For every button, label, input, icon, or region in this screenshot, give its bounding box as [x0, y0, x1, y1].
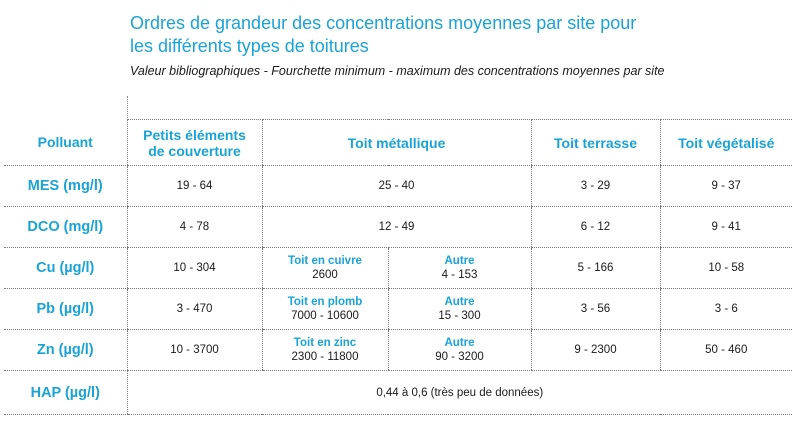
sub-value-toit-zinc: 2300 - 11800	[291, 350, 359, 363]
table-row-pb	[4, 289, 792, 330]
cell-zn-vegetalise: 50 - 460	[660, 330, 792, 371]
sub-label-cu-autre: Autre	[444, 254, 475, 267]
header-petits-line-2: de couverture	[148, 142, 241, 159]
title-line-1: Ordres de grandeur des concentrations moyennes par site pour	[130, 13, 637, 33]
cell-mes-petits: 19 - 64	[127, 166, 262, 207]
sub-label-zn-autre: Autre	[444, 336, 475, 349]
header-row	[4, 120, 792, 166]
table-row-cu	[4, 248, 792, 289]
page-title	[130, 12, 790, 58]
row-label-mes: MES (mg/l)	[4, 166, 127, 207]
cell-cu-autre	[388, 248, 531, 289]
row-label-hap: HAP (µg/l)	[4, 371, 127, 415]
cell-mes-metallique: 25 - 40	[262, 166, 531, 207]
cell-hap-value: 0,44 à 0,6 (très peu de données)	[127, 371, 792, 415]
cell-pb-autre	[388, 289, 531, 330]
cell-mes-vegetalise: 9 - 37	[660, 166, 792, 207]
sub-label-toit-zinc: Toit en zinc	[293, 336, 357, 349]
cell-cu-vegetalise: 10 - 58	[660, 248, 792, 289]
cell-dco-vegetalise: 9 - 41	[660, 207, 792, 248]
cell-dco-metallique: 12 - 49	[262, 207, 531, 248]
header-polluant: Polluant	[4, 120, 127, 166]
row-label-cu: Cu (µg/l)	[4, 248, 127, 289]
title-line-2: les différents types de toitures	[130, 36, 369, 56]
row-label-zn: Zn (µg/l)	[4, 330, 127, 371]
sub-value-toit-plomb: 7000 - 10600	[291, 309, 359, 322]
sub-value-pb-autre: 15 - 300	[438, 309, 481, 322]
dotted-divider	[127, 96, 128, 120]
sub-value-cu-autre: 4 - 153	[441, 268, 478, 281]
cell-pb-terrasse: 3 - 56	[531, 289, 660, 330]
row-label-pb: Pb (µg/l)	[4, 289, 127, 330]
sub-value-toit-cuivre: 2600	[312, 268, 338, 281]
cell-mes-terrasse: 3 - 29	[531, 166, 660, 207]
sub-label-pb-autre: Autre	[444, 295, 475, 308]
cell-pb-vegetalise: 3 - 6	[660, 289, 792, 330]
cell-dco-petits: 4 - 78	[127, 207, 262, 248]
header-petits-line-1: Petits éléments	[143, 126, 246, 143]
sub-label-toit-plomb: Toit en plomb	[287, 295, 363, 308]
table-row-hap	[4, 371, 792, 415]
sub-label-toit-cuivre: Toit en cuivre	[288, 254, 362, 267]
cell-zn-toit-zinc	[262, 330, 388, 371]
row-label-dco: DCO (mg/l)	[4, 207, 127, 248]
concentration-table	[4, 119, 792, 415]
header-toit-metallique: Toit métallique	[262, 120, 531, 166]
header-petits-elements	[127, 120, 262, 166]
cell-pb-petits: 3 - 470	[127, 289, 262, 330]
cell-pb-toit-plomb	[262, 289, 388, 330]
cell-cu-petits: 10 - 304	[127, 248, 262, 289]
cell-zn-autre	[388, 330, 531, 371]
table-row-mes	[4, 166, 792, 207]
cell-zn-terrasse: 9 - 2300	[531, 330, 660, 371]
table-row-zn	[4, 330, 792, 371]
header-toit-terrasse: Toit terrasse	[531, 120, 660, 166]
cell-cu-toit-cuivre	[262, 248, 388, 289]
cell-cu-terrasse: 5 - 166	[531, 248, 660, 289]
table-row-dco	[4, 207, 792, 248]
subtitle: Valeur bibliographiques - Fourchette minimum - maximum des concentrations moyennes par site	[130, 64, 665, 78]
header-toit-vegetalise: Toit végétalisé	[660, 120, 792, 166]
sub-value-zn-autre: 90 - 3200	[435, 350, 484, 363]
cell-dco-terrasse: 6 - 12	[531, 207, 660, 248]
cell-zn-petits: 10 - 3700	[127, 330, 262, 371]
